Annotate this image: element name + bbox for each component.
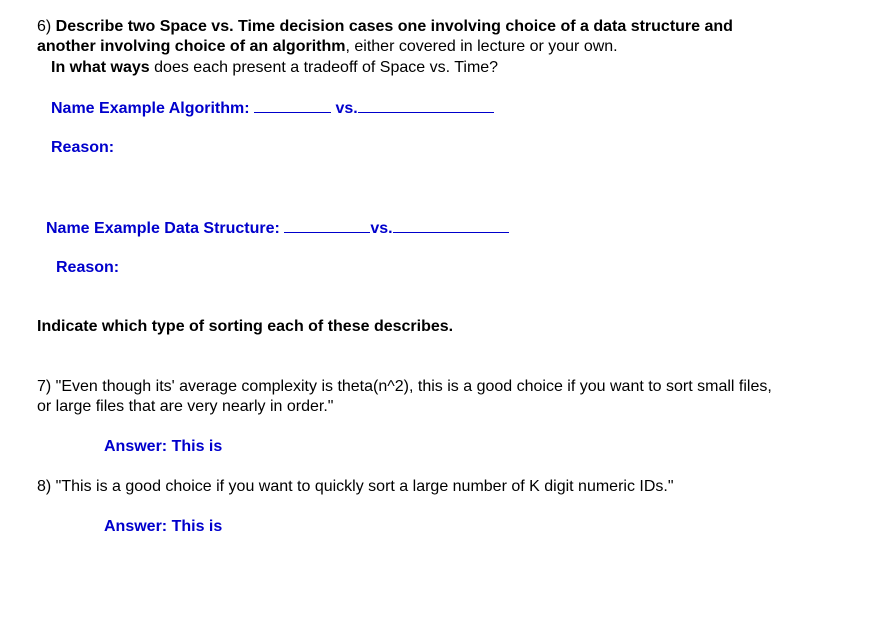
ds-blank-1[interactable] [284, 218, 370, 233]
q6-ways-rest: does each present a tradeoff of Space vs. Time? [149, 59, 499, 76]
q6-normal-tail: , either covered in lecture or your own. [345, 38, 618, 55]
q6-bold-intro-part1: Describe two Space vs. Time decision cases one involving choice of a data structure and [55, 18, 733, 35]
q6-ways-bold: In what ways [51, 59, 150, 76]
q6-prompt-line2 [37, 37, 618, 57]
algo-row [51, 98, 494, 119]
algo-blank-1[interactable] [254, 98, 331, 113]
q6-bold-intro-part2: another involving choice of an algorithm [37, 38, 346, 55]
reason-1: Reason: [51, 139, 115, 156]
q8-text: 8) "This is a good choice if you want to quickly sort a large number of K digit numeric IDs." [37, 478, 674, 495]
q7-answer: Answer: This is [104, 438, 223, 455]
algo-label: Name Example Algorithm: [51, 100, 255, 117]
q6-number: 6) [37, 18, 56, 35]
ds-blank-2[interactable] [393, 218, 509, 233]
q7-line1: 7) "Even though its' average complexity is theta(n^2), this is a good choice if you want to sort small files, [37, 378, 772, 395]
q6-ways-line [51, 58, 498, 78]
algo-vs: vs. [331, 100, 358, 117]
reason-2: Reason: [56, 259, 120, 276]
ds-row [46, 218, 509, 239]
ds-label: Name Example Data Structure: [46, 220, 285, 237]
q6-prompt-line1 [37, 17, 733, 37]
q8-answer: Answer: This is [104, 518, 223, 535]
q7-line2: or large files that are very nearly in order." [37, 398, 334, 415]
ds-vs: vs. [370, 220, 393, 237]
sorting-heading: Indicate which type of sorting each of these describes. [37, 318, 454, 335]
algo-blank-2[interactable] [358, 98, 494, 113]
